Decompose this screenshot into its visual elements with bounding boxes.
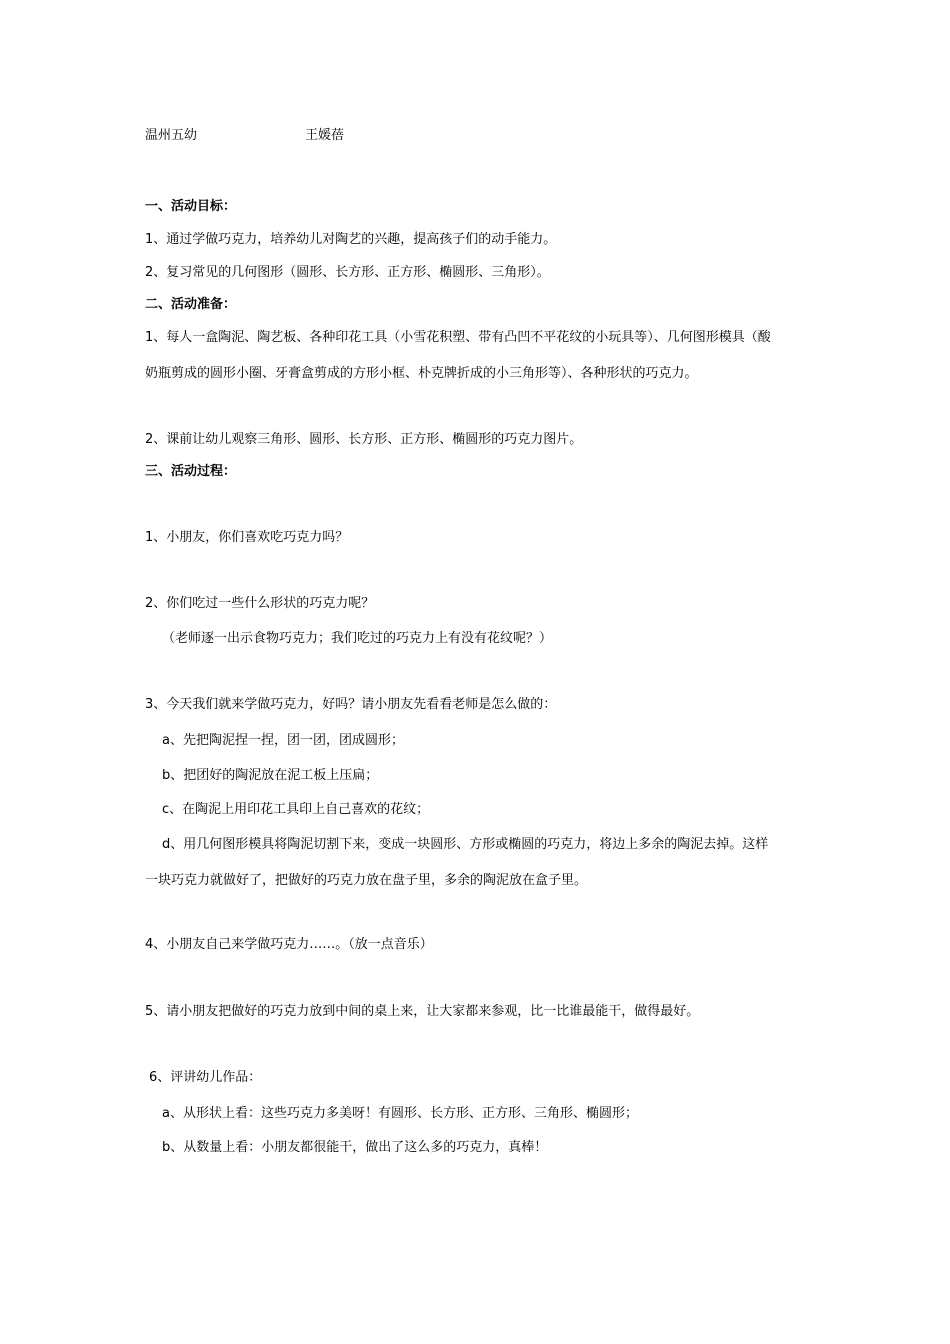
prep-heading: 二、活动准备： xyxy=(145,297,237,312)
prep-2: 2、课前让幼儿观察三角形、圆形、长方形、正方形、椭圆形的巧克力图片。 xyxy=(145,432,583,447)
step-2: 2、你们吃过一些什么形状的巧克力呢？ xyxy=(145,596,375,611)
goal-1: 1、通过学做巧克力，培养幼儿对陶艺的兴趣，提高孩子们的动手能力。 xyxy=(145,232,557,247)
prep-1-line-2: 奶瓶剪成的圆形小圈、牙膏盒剪成的方形小框、朴克牌折成的小三角形等）、各种形状的巧克力。 xyxy=(145,366,698,381)
step-3a: a、先把陶泥捏一捏，团一团，团成圆形； xyxy=(162,733,404,748)
school-name: 温州五幼 xyxy=(145,128,198,143)
step-3d-line-2: 一块巧克力就做好了，把做好的巧克力放在盘子里，多余的陶泥放在盒子里。 xyxy=(145,873,588,888)
step-5: 5、请小朋友把做好的巧克力放到中间的桌上来，让大家都来参观，比一比谁最能干，做得最好。 xyxy=(145,1004,700,1019)
step-2-note: （老师逐一出示食物巧克力；我们吃过的巧克力上有没有花纹呢？） xyxy=(162,631,553,646)
step-3: 3、今天我们就来学做巧克力，好吗？请小朋友先看看老师是怎么做的： xyxy=(145,697,557,712)
process-heading: 三、活动过程： xyxy=(145,464,237,479)
author-name: 王媛蓓 xyxy=(305,128,345,143)
step-3c: c、在陶泥上用印花工具印上自己喜欢的花纹； xyxy=(162,802,430,817)
step-6b: b、从数量上看：小朋友都很能干，做出了这么多的巧克力，真棒！ xyxy=(162,1140,548,1155)
prep-1-line-1: 1、每人一盒陶泥、陶艺板、各种印花工具（小雪花积塑、带有凸凹不平花纹的小玩具等）、几何图形模具（酸 xyxy=(145,330,771,345)
goals-heading: 一、活动目标： xyxy=(145,199,237,214)
step-3d-line-1: d、用几何图形模具将陶泥切割下来，变成一块圆形、方形或椭圆的巧克力，将边上多余的陶泥去掉。这样 xyxy=(162,837,769,852)
step-6a: a、从形状上看：这些巧克力多美呀！有圆形、长方形、正方形、三角形、椭圆形； xyxy=(162,1106,638,1121)
goal-2: 2、复习常见的几何图形（圆形、长方形、正方形、椭圆形、三角形）。 xyxy=(145,265,550,280)
step-1: 1、小朋友，你们喜欢吃巧克力吗？ xyxy=(145,530,349,545)
step-6: 6、评讲幼儿作品： xyxy=(149,1070,262,1085)
step-4: 4、小朋友自己来学做巧克力……。（放一点音乐） xyxy=(145,937,433,952)
step-3b: b、把团好的陶泥放在泥工板上压扁； xyxy=(162,768,379,783)
